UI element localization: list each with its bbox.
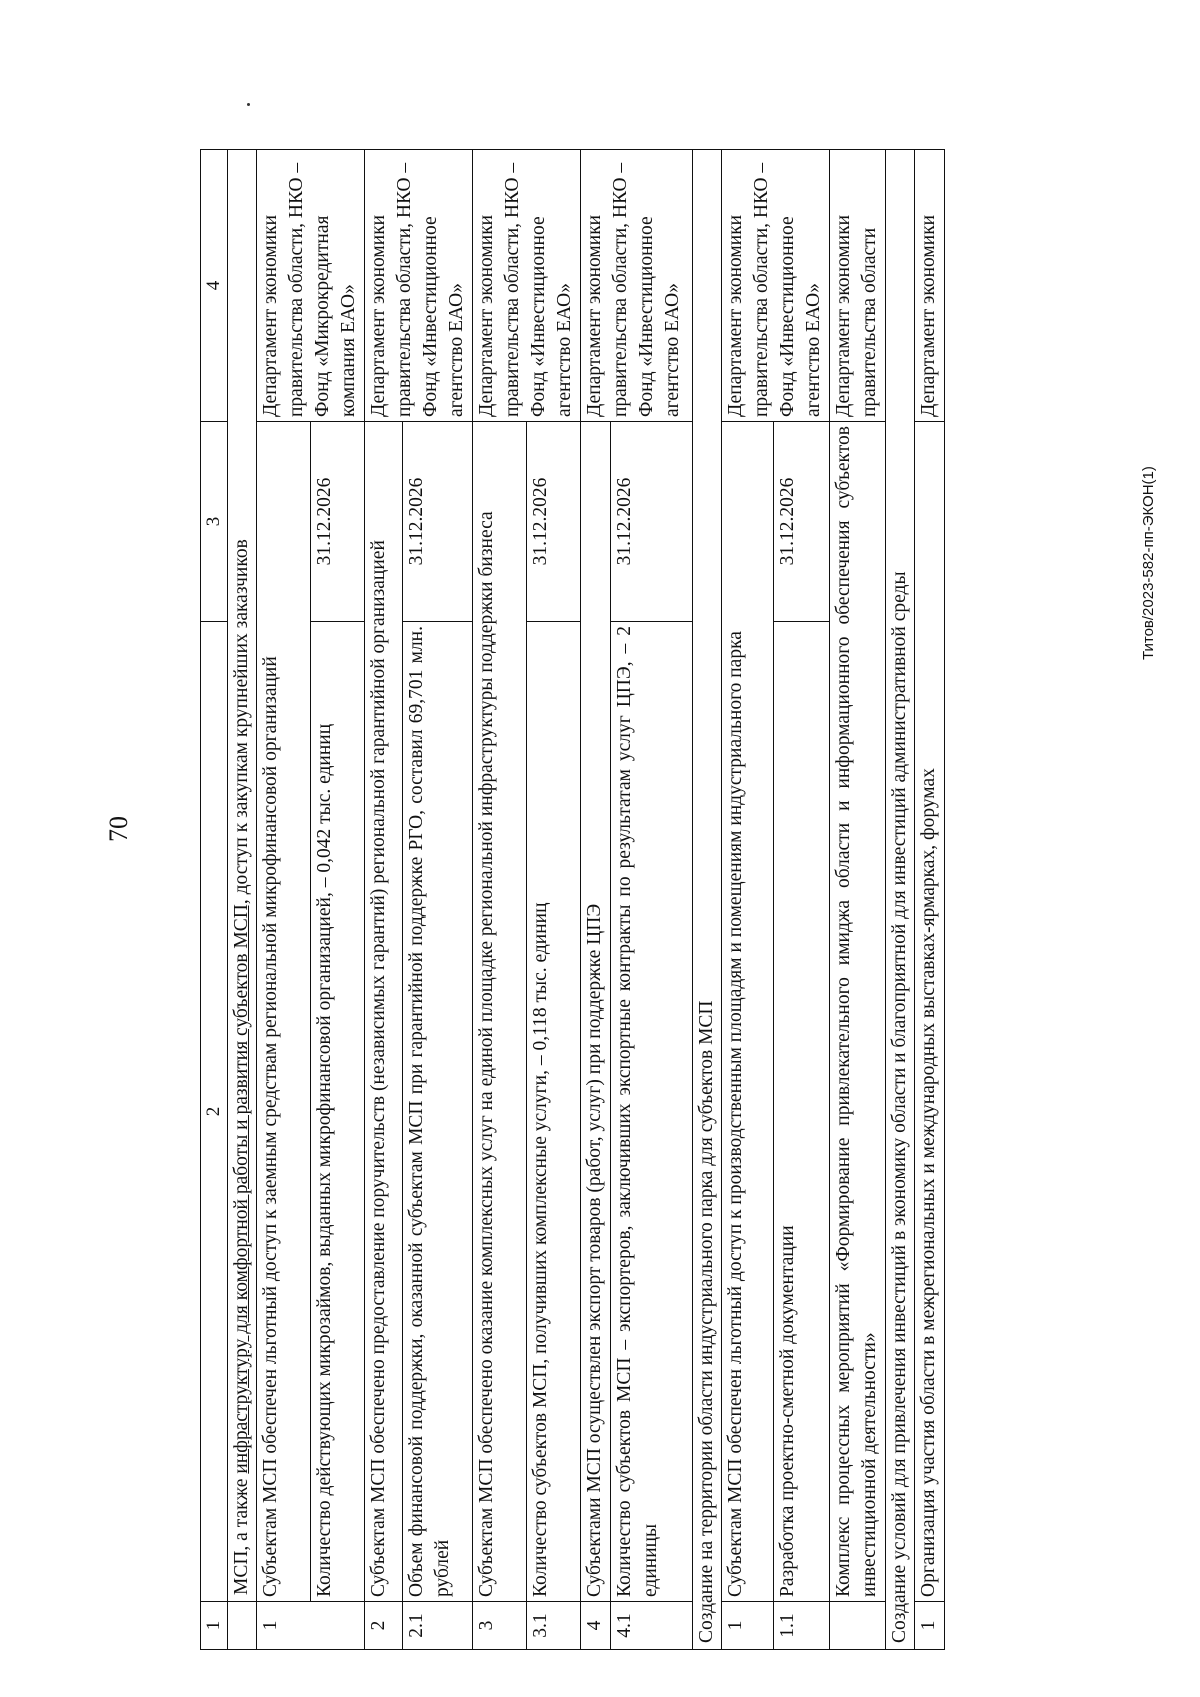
- row-number: 1: [722, 1602, 774, 1650]
- section-title-row: [886, 150, 915, 1650]
- row-number: 4.1: [611, 1602, 693, 1650]
- section-title-row: [693, 150, 722, 1650]
- row-text: Разработка проектно-сметной документации: [774, 622, 830, 1602]
- row-text: Субъектам МСП обеспечен льготный доступ к производственным площадям и помещениям индустриального парка: [722, 422, 774, 1602]
- row-number: 1: [915, 1602, 945, 1650]
- row-text: Количество действующих микрозаймов, выданных микрофинансовой организацией, – 0,042 тыс. единиц: [311, 622, 365, 1602]
- section-title: Создание на территории области индустриального парка для субъектов МСП: [693, 150, 722, 1650]
- header-col-3: 3: [201, 422, 228, 622]
- row-responsible: Департамент экономики правительства области, НКО – Фонд «Инвестиционное агентство ЕАО»: [722, 150, 830, 422]
- table-row: [473, 150, 527, 1650]
- row-text: Количество субъектов МСП, получивших комплексные услуги, – 0,118 тыс. единиц: [527, 622, 581, 1602]
- row-number: 2.1: [402, 1602, 472, 1650]
- table-row: [365, 150, 403, 1650]
- table-header-row: [201, 150, 228, 1650]
- row-number: 3.1: [527, 1602, 581, 1650]
- row-text: Объем финансовой поддержки, оказанной субъектам МСП при гарантийной поддержке РГО, составил 69,701 млн. рублей: [402, 622, 472, 1602]
- section-title: МСП, а также инфраструктуру для комфортной работы и развития субъектов МСП, доступ к закупкам крупнейших заказчиков: [228, 150, 257, 1602]
- row-number: 3: [473, 1602, 527, 1650]
- row-date: 31.12.2026: [311, 422, 365, 622]
- rotated-table-container: [200, 150, 1060, 1650]
- row-number: 1: [257, 1602, 365, 1650]
- header-col-1: 1: [201, 1602, 228, 1650]
- scan-dot: [247, 103, 250, 106]
- table-row: [722, 150, 774, 1650]
- row-responsible: Департамент экономики правительства области, НКО – Фонд «Микрокредитная компания ЕАО»: [257, 150, 365, 422]
- row-text: Субъектам МСП обеспечено предоставление поручительств (независимых гарантий) региональной гарантийной организацией: [365, 422, 403, 1602]
- table-row: [830, 150, 886, 1650]
- row-responsible: Департамент экономики правительства области, НКО – Фонд «Инвестиционное агентство ЕАО»: [581, 150, 693, 422]
- row-date: 31.12.2026: [774, 422, 830, 622]
- row-text: Субъектами МСП осуществлен экспорт товаров (работ, услуг) при поддержке ЦПЭ: [581, 422, 611, 1602]
- row-text: Субъектам МСП обеспечено оказание комплексных услуг на единой площадке региональной инфраструктуры поддержки бизнеса: [473, 422, 527, 1602]
- section-title: Создание условий для привлечения инвестиций в экономику области и благоприятной для инвестиций административной среды: [886, 150, 915, 1650]
- page-number: 70: [104, 816, 133, 842]
- row-text: Организация участия области в межрегиональных и международных выставках-ярмарках, форумах: [915, 422, 945, 1602]
- section-title-row: [228, 150, 257, 1650]
- row-date: 31.12.2026: [611, 422, 693, 622]
- row-date: 31.12.2026: [527, 422, 581, 622]
- header-col-4: 4: [201, 150, 228, 422]
- row-responsible: Департамент экономики правительства области: [830, 150, 886, 422]
- document-code: Титов/2023-582-пп-ЭКОН(1): [1140, 466, 1157, 660]
- row-text: Комплекс процессных мероприятий «Формирование привлекательного имиджа области и информационного обеспечения субъектов инвестиционной деятельности»: [830, 422, 886, 1602]
- row-text: Количество субъектов МСП – экспортеров, заключивших экспортные контракты по результатам услуг ЦПЭ, – 2 единицы: [611, 622, 693, 1602]
- row-responsible: Департамент экономики: [915, 150, 945, 422]
- row-responsible: Департамент экономики правительства области, НКО – Фонд «Инвестиционное агентство ЕАО»: [365, 150, 473, 422]
- table-row: [581, 150, 611, 1650]
- table-row: [257, 150, 311, 1650]
- row-date: 31.12.2026: [402, 422, 472, 622]
- row-number: 1.1: [774, 1602, 830, 1650]
- row-text: Субъектам МСП обеспечен льготный доступ к заемным средствам региональной микрофинансовой организаций: [257, 422, 311, 1602]
- row-number: 2: [365, 1602, 403, 1650]
- row-number: 4: [581, 1602, 611, 1650]
- header-col-2: 2: [201, 622, 228, 1602]
- row-responsible: Департамент экономики правительства области, НКО – Фонд «Инвестиционное агентство ЕАО»: [473, 150, 581, 422]
- plan-table: [200, 149, 945, 1650]
- table-row: [915, 150, 945, 1650]
